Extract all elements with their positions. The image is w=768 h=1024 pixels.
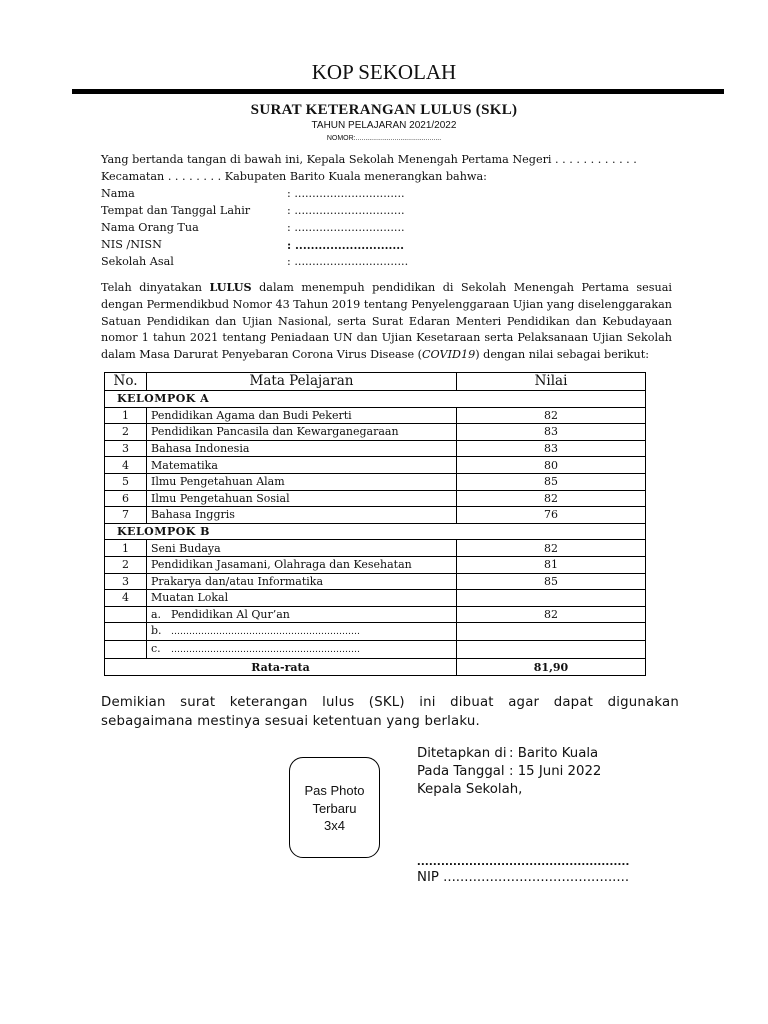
row-nilai: 81 (457, 556, 646, 573)
table-row (105, 507, 646, 524)
row-no: 4 (105, 590, 147, 607)
kop-sekolah: KOP SEKOLAH (311, 60, 457, 84)
field-label-nama: Nama (101, 187, 135, 200)
document-number: NOMOR:............................................ (326, 135, 442, 142)
sub-row-no-cell (105, 606, 147, 623)
row-nilai: 83 (457, 424, 646, 441)
sub-row-letter: c. (151, 642, 161, 656)
statement-pre: Telah dinyatakan (101, 281, 210, 294)
row-mapel: Muatan Lokal (147, 590, 457, 607)
sub-row-nilai (457, 641, 646, 659)
photo-line-2: Terbaru (312, 800, 357, 816)
row-no: 4 (105, 457, 147, 474)
intro-paragraph (101, 152, 672, 186)
row-no: 2 (105, 424, 147, 441)
row-nilai: 82 (457, 490, 646, 507)
table-row (105, 457, 646, 474)
sub-row-mapel (147, 606, 457, 623)
statement-end: ) dengan nilai sebagai berikut: (475, 348, 650, 362)
header-rule (72, 89, 724, 94)
photo-line-1: Pas Photo (304, 783, 365, 798)
average-row (105, 659, 646, 676)
row-no: 3 (105, 573, 147, 590)
table-row (105, 556, 646, 573)
row-no: 3 (105, 440, 147, 457)
sub-row-mapel (147, 641, 457, 659)
sub-row-no-cell (105, 641, 147, 659)
sub-row-no-cell (105, 623, 147, 641)
group-a-row (105, 391, 646, 408)
statement-paragraph (101, 279, 672, 364)
row-nilai: 76 (457, 507, 646, 524)
field-value-ttl: : ............................... (287, 204, 405, 217)
row-no: 7 (105, 507, 147, 524)
row-mapel: Bahasa Indonesia (147, 440, 457, 457)
place-value: : Barito Kuala (509, 746, 599, 761)
photo-line-3: 3x4 (324, 818, 345, 833)
field-label-sekolah-asal: Sekolah Asal (101, 255, 174, 268)
sub-row-letter: a. (151, 608, 162, 622)
field-value-orang-tua: : ............................... (287, 221, 405, 234)
document-title: SURAT KETERANGAN LULUS (SKL) (250, 102, 518, 118)
row-mapel: Pendidikan Jasamani, Olahraga dan Kesehatan (147, 556, 457, 573)
signature-role: Kepala Sekolah, (417, 782, 523, 797)
field-value-sekolah-asal: : ................................ (287, 255, 409, 268)
row-mapel: Seni Budaya (147, 540, 457, 557)
sub-row-text: Pendidikan Al Qur’an (171, 608, 290, 622)
header-nilai: Nilai (457, 373, 646, 391)
sub-row-letter: b. (151, 624, 162, 638)
row-nilai: 82 (457, 407, 646, 424)
table-sub-row (105, 606, 646, 623)
sub-row-text: ……………………………………………………… (171, 645, 360, 656)
table-row (105, 473, 646, 490)
table-row (105, 490, 646, 507)
field-label-ttl: Tempat dan Tanggal Lahir (101, 204, 251, 217)
date-value: : 15 Juni 2022 (509, 764, 602, 779)
table-row (105, 440, 646, 457)
group-b-label: KELOMPOK B (105, 523, 646, 540)
average-label: Rata-rata (105, 659, 457, 676)
row-mapel: Pendidikan Agama dan Budi Pekerti (147, 407, 457, 424)
row-no: 5 (105, 473, 147, 490)
row-no: 1 (105, 540, 147, 557)
signature-name-line: ..................................................... (417, 853, 630, 868)
row-nilai: 85 (457, 573, 646, 590)
statement-covid: COVID19 (421, 348, 476, 362)
place-label: Ditetapkan di (417, 746, 507, 761)
row-mapel: Ilmu Pengetahuan Sosial (147, 490, 457, 507)
closing-paragraph: Demikian surat keterangan lulus (SKL) ini dibuat agar dapat digunakan sebagaimana mestinya sesuai ketentuan yang berlaku. (101, 695, 679, 729)
row-no: 1 (105, 407, 147, 424)
table-header-row (105, 373, 646, 391)
table-sub-row (105, 623, 646, 641)
date-label: Pada Tanggal (417, 764, 505, 779)
row-no: 6 (105, 490, 147, 507)
field-label-nis: NIS /NISN (101, 238, 162, 251)
row-nilai (457, 590, 646, 607)
row-mapel: Prakarya dan/atau Informatika (147, 573, 457, 590)
academic-year: TAHUN PELAJARAN 2021/2022 (311, 120, 457, 131)
statement-lulus: LULUS (209, 280, 252, 294)
group-a-label: KELOMPOK A (105, 391, 646, 408)
row-nilai: 80 (457, 457, 646, 474)
signature-place (417, 746, 598, 761)
field-value-nama: : ............................... (287, 187, 405, 200)
group-b-row (105, 523, 646, 540)
row-no: 2 (105, 556, 147, 573)
header-mapel: Mata Pelajaran (147, 373, 457, 391)
table-row (105, 590, 646, 607)
table-row (105, 407, 646, 424)
row-nilai: 83 (457, 440, 646, 457)
row-mapel: Pendidikan Pancasila dan Kewarganegaraan (147, 424, 457, 441)
header-no: No. (105, 373, 147, 391)
field-label-orang-tua: Nama Orang Tua (101, 221, 199, 234)
row-nilai: 85 (457, 473, 646, 490)
row-mapel: Ilmu Pengetahuan Alam (147, 473, 457, 490)
sub-row-mapel (147, 623, 457, 641)
table-sub-row (105, 641, 646, 659)
signature-nip: NIP ............................................ (417, 870, 630, 885)
row-mapel: Matematika (147, 457, 457, 474)
table-row (105, 573, 646, 590)
field-value-nis: : ............................ (287, 238, 405, 252)
sub-row-text: ……………………………………………………… (171, 627, 360, 638)
signature-date (417, 764, 601, 779)
sub-row-nilai: 82 (457, 606, 646, 623)
row-nilai: 82 (457, 540, 646, 557)
sub-row-nilai (457, 623, 646, 641)
table-row (105, 540, 646, 557)
average-value: 81,90 (457, 659, 646, 676)
intro-line-2: Kecamatan . . . . . . . . Kabupaten Barito Kuala menerangkan bahwa: (101, 169, 487, 183)
photo-placeholder (289, 757, 380, 858)
intro-line-1: Yang bertanda tangan di bawah ini, Kepala Sekolah Menengah Pertama Negeri . . . . . . . . . . . . (101, 153, 637, 166)
statement-post: dalam menempuh pendidikan di Sekolah Menengah Pertama sesuai dengan Permendikbud Nomor 43 Tahun 2019 tentang Penyelenggaraan Ujian yang diselenggarakan Satuan Pendidikan dan Ujian Nasional, serta Surat Edaran Menteri Pendidikan dan Kebudayaan nomor 1 tahun 2021 tentang Peniadaan UN dan Ujian Kesetaraan serta Pelaksanaan Ujian Sekolah dalam Masa Darurat Penyebaran Corona Virus Disease ( (101, 281, 672, 362)
table-row (105, 424, 646, 441)
grades-table (104, 372, 646, 676)
row-mapel: Bahasa Inggris (147, 507, 457, 524)
